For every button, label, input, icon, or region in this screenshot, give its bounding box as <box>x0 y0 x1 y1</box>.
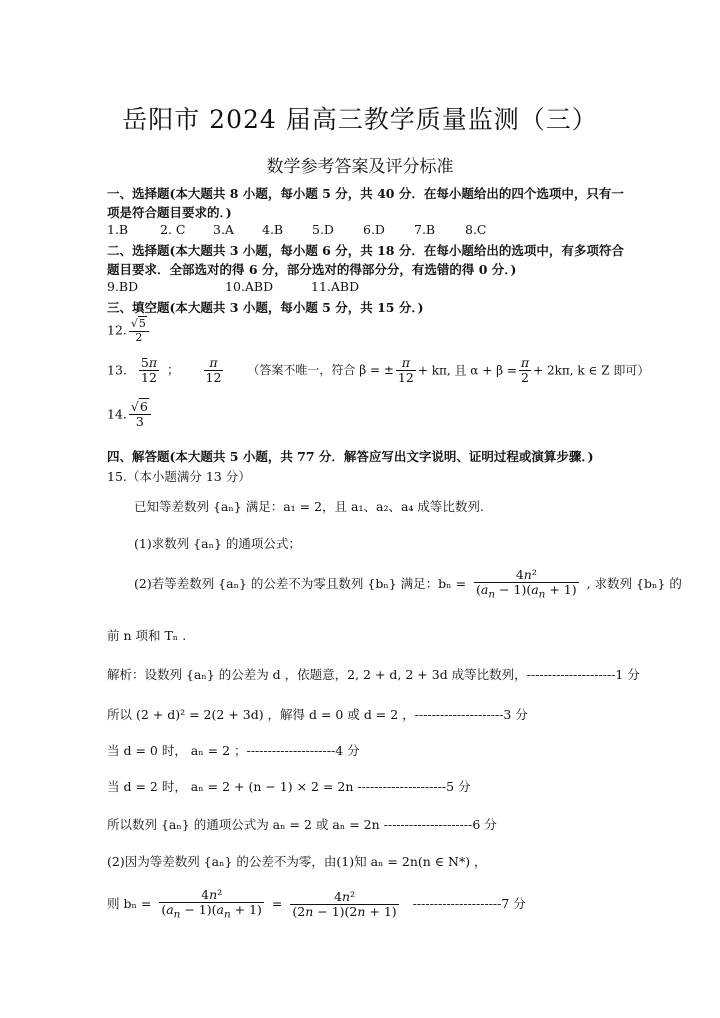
pi-over-12: $\frac{\pi}{12}$ <box>205 355 222 386</box>
section1-heading-line1: 一、选择题(本大题共 8 小题，每小题 5 分，共 40 分．在每小题给出的四个选项中，只有一 <box>107 186 624 201</box>
question13-note-mid: + kπ, 且 α + β = <box>417 363 517 378</box>
document-subtitle: 数学参考答案及评分标准 <box>266 157 454 177</box>
bn-definition-fraction: $\frac{\text{4n²}}{(a_n - 1)(a_n + 1)}$ <box>476 567 577 601</box>
sqrt5-over-2: $\frac{√5}{2}$ <box>129 318 149 344</box>
solution-line-4: 当 d = 2 时， aₙ = 2 + (n − 1) × 2 = 2n ---------------------5 分 <box>107 779 471 794</box>
question14-answer <box>107 400 153 430</box>
sec2-answer-10: 10.ABD <box>225 279 274 294</box>
sqrt6-over-3: $\frac{√6}{3}$ <box>129 400 151 430</box>
section2-heading-line1: 二、选择题(本大题共 3 小题，每小题 6 分，共 18 分．在每小题给出的选项中，有多项符合 <box>107 243 624 258</box>
question13-label: 13. <box>107 362 127 378</box>
question13-note-tail: + 2kπ, k ∈ Z 即可） <box>533 363 650 378</box>
five-pi-over-12: $\frac{5\pi}{12}$ <box>140 355 158 386</box>
note-pi-over-2: $\frac{\pi}{2}$ <box>520 355 530 386</box>
question15-part2-tail: 前 n 项和 Tₙ . <box>107 628 187 643</box>
sec2-answer-11: 11.ABD <box>311 279 360 294</box>
sec2-answer-9: 9.BD <box>107 279 139 294</box>
bn-fraction-n: $\frac{\text{4n²}}{(2n - 1)(2n + 1)}$ <box>292 888 397 919</box>
sec1-answer-8: 8.C <box>465 222 487 237</box>
section2-heading-line2: 题目要求．全部选对的得 6 分，部分选对的得部分分，有选错的得 0 分．) <box>107 262 517 277</box>
question15-part2-prefix: (2)若等差数列 {aₙ} 的公差不为零且数列 {bₙ} 满足：bₙ = <box>134 575 467 591</box>
question15-label: 15.（本小题满分 13 分） <box>107 469 251 484</box>
section3-heading: 三、填空题(本大题共 3 小题，每小题 5 分，共 15 分．) <box>107 300 424 315</box>
note-pi-over-12: $\frac{\pi}{12}$ <box>397 355 414 386</box>
solution-line-3: 当 d = 0 时， aₙ = 2 ；---------------------4 分 <box>107 743 360 758</box>
sec1-answer-7: 7.B <box>414 222 436 237</box>
section4-heading: 四、解答题(本大题共 5 小题，共 77 分．解答应写出文字说明、证明过程或演算步骤．) <box>107 449 594 464</box>
document-title: 岳阳市 2024 届高三教学质量监测（三） <box>122 105 598 134</box>
solution-line-2: 所以 (2 + d)² = 2(2 + 3d) ，解得 d = 0 或 d = 2 ，---------------------3 分 <box>107 707 528 722</box>
sec1-answer-5: 5.D <box>312 222 334 237</box>
question15-part1: (1)求数列 {aₙ} 的通项公式； <box>134 536 301 551</box>
sec1-answer-6: 6.D <box>363 222 385 237</box>
solution-line-5: 所以数列 {aₙ} 的通项公式为 aₙ = 2 或 aₙ = 2n ---------------------6 分 <box>107 817 497 832</box>
solution-line-1: 解析：设数列 {aₙ} 的公差为 d ，依题意，2, 2 + d, 2 + 3d 成等比数列，---------------------1 分 <box>107 667 640 682</box>
sec1-answer-3: 3.A <box>213 222 234 237</box>
question13-note-open: （答案不唯一，符合 β = ± <box>247 363 394 378</box>
solution-line-7-prefix: 则 bₙ = <box>107 895 152 911</box>
question14-label: 14. <box>107 406 127 422</box>
sec1-answer-2: 2. C <box>160 222 186 237</box>
bn-fraction-an: $\frac{\text{4n²}}{(a_n - 1)(a_n + 1)}$ <box>161 887 262 921</box>
solution-line-6: (2)因为等差数列 {aₙ} 的公差不为零，由(1)知 aₙ = 2n(n ∈ N*) ， <box>107 854 487 869</box>
question12-answer <box>107 318 151 344</box>
section1-heading-line2: 项是符合题目要求的．) <box>107 205 232 220</box>
sec1-answer-4: 4.B <box>262 222 284 237</box>
solution-line-7-suffix: ---------------------7 分 <box>412 895 526 911</box>
question15-given: 已知等差数列 {aₙ} 满足：a₁ = 2，且 a₁、a₂、a₄ 成等比数列. <box>134 499 484 514</box>
question12-label: 12. <box>107 322 127 338</box>
question15-part2-suffix: , 求数列 {bₙ} 的 <box>586 575 682 591</box>
question13-answer: 13. $\frac{5\pi}{12}$ ； $\frac{\pi}{12}$ （答案不唯一，符合 β = ± $\frac{\pi}{12}$ + kπ, 且 α + β = $\frac{\pi}{2}$ + 2kπ, k ∈ Z 即可） <box>107 355 650 386</box>
question15-part2 <box>134 568 682 601</box>
solution-line-7: 则 bₙ = $\frac{\text{4n²}}{(a_n - 1)(a_n + 1)}$ = $\frac{\text{4n²}}{(2n - 1)(2n + 1)}$ ---------------------7 分 <box>107 887 526 921</box>
sec1-answer-1: 1.B <box>107 222 129 237</box>
